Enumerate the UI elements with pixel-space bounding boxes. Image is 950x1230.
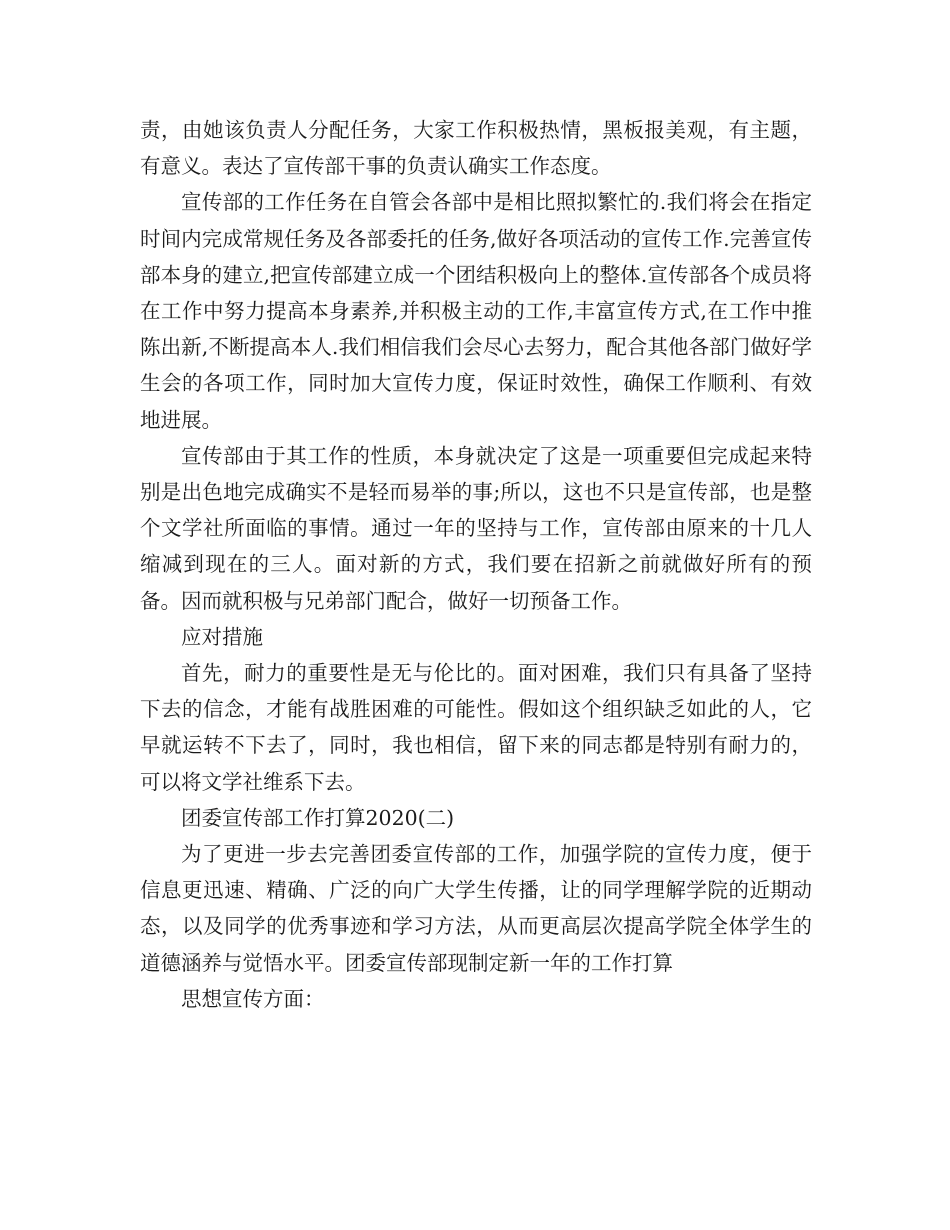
paragraph-continuation: 责，由她该负责人分配任务，大家工作积极热情，黑板报美观，有主题，有意义。表达了宣传部干事的负责认确实工作态度。 <box>140 118 812 179</box>
heading-ideological-propaganda: 思想宣传方面： <box>181 986 325 1011</box>
paragraph-endurance: 首先，耐力的重要性是无与伦比的。面对困难，我们只有具备了坚持下去的信念，才能有战胜困难的可能性。假如这个组织缺乏如此的人，它早就运转不下去了，同时，我也相信，留下来的同志都是特别有耐力的，可以将文学社维系下去。 <box>140 661 812 794</box>
heading-work-plan: 团委宣传部工作打算2020(二) <box>181 805 455 830</box>
heading-countermeasures: 应对措施 <box>181 624 263 649</box>
document-body <box>140 112 812 1017</box>
paragraph-department-nature: 宣传部由于其工作的性质，本身就决定了这是一项重要但完成起来特别是出色地完成确实不是轻而易举的事;所以，这也不只是宣传部，也是整个文学社所面临的事情。通过一年的坚持与工作，宣传部由原来的十几人缩减到现在的三人。面对新的方式，我们要在招新之前就做好所有的预备。因而就积极与兄弟部门配合，做好一切预备工作。 <box>140 443 812 613</box>
paragraph-plan-intro: 为了更进一步去完善团委宣传部的工作，加强学院的宣传力度，便于信息更迅速、精确、广泛的向广大学生传播，让的同学理解学院的近期动态，以及同学的优秀事迹和学习方法，从而更高层次提高学院全体学生的道德涵养与觉悟水平。团委宣传部现制定新一年的工作打算 <box>140 842 812 975</box>
paragraph-department-tasks: 宣传部的工作任务在自管会各部中是相比照拟繁忙的.我们将会在指定时间内完成常规任务及各部委托的任务,做好各项活动的宣传工作.完善宣传部本身的建立,把宣传部建立成一个团结积极向上的整体.宣传部各个成员将在工作中努力提高本身素养,并积极主动的工作,丰富宣传方式,在工作中推陈出新,不断提高本人.我们相信我们会尽心去努力，配合其他各部门做好学生会的各项工作，同时加大宣传力度，保证时效性，确保工作顺利、有效地进展。 <box>140 190 812 432</box>
